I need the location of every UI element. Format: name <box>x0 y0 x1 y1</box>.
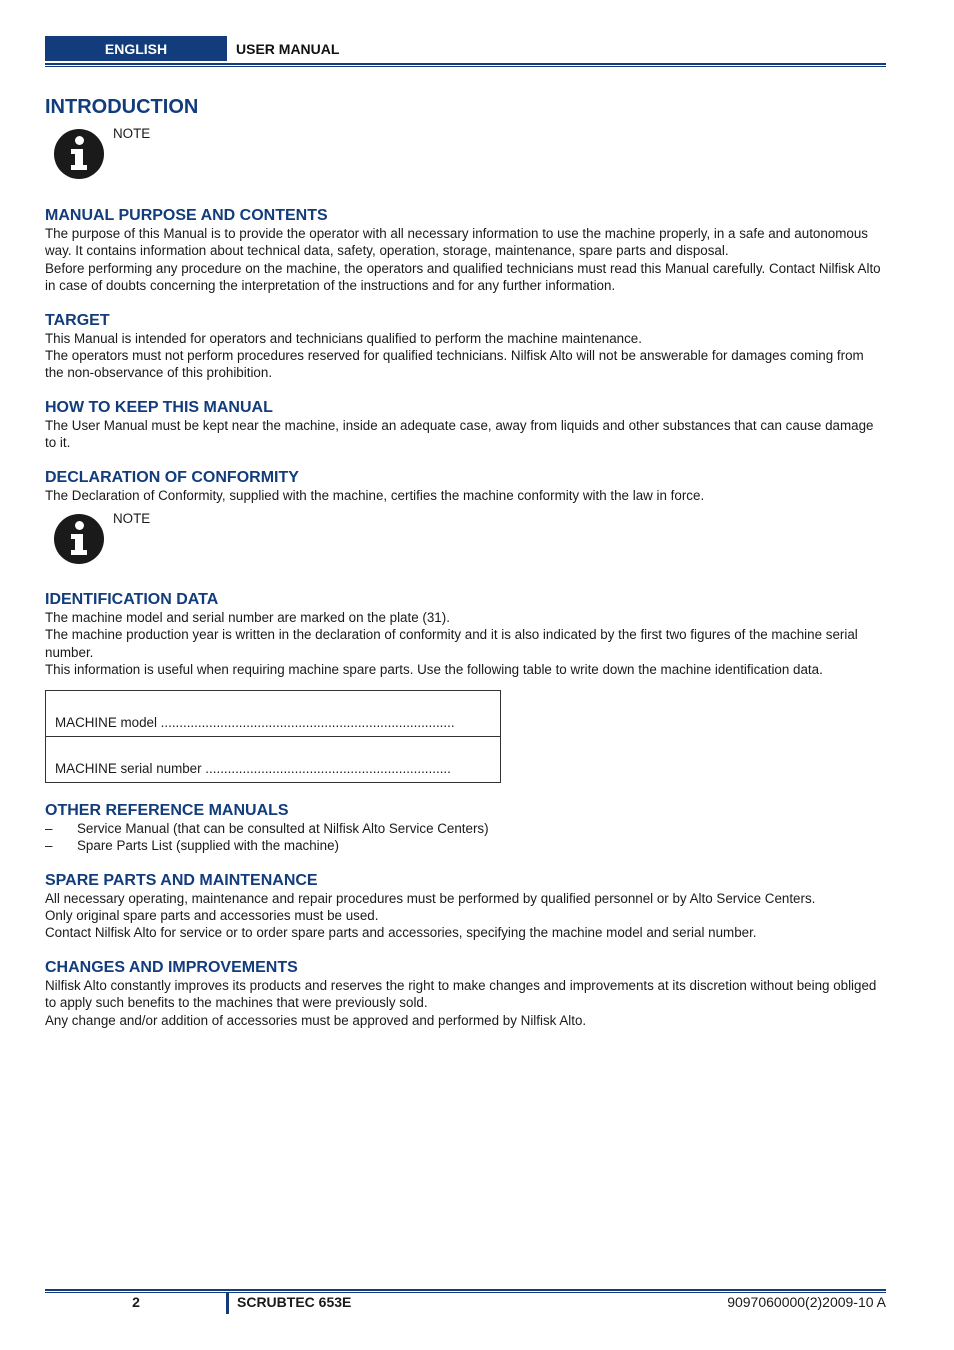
paragraph: The operators must not perform procedures reserved for qualified technicians. Nilfisk Alto will not be answerable for damages coming from the non-observance of this prohibition. <box>45 348 864 381</box>
paragraph: The purpose of this Manual is to provide the operator with all necessary information to use the machine properly, in a safe and autonomous way. It contains information about technical data, safety, operation, storage, maintenance, spare parts and disposal. <box>45 226 868 259</box>
paragraph: Nilfisk Alto constantly improves its products and reserves the right to make changes and improvements at its discretion without being obliged to apply such benefits to the machines that were previously sold. <box>45 977 877 1011</box>
list-item: – Spare Parts List (supplied with the machine) <box>45 837 886 854</box>
page <box>45 0 886 1350</box>
section-target <box>45 311 886 382</box>
footer-rule-thin <box>45 1292 886 1293</box>
section-changes <box>45 958 886 1029</box>
document-code: 9097060000(2)2009-10 A <box>727 1294 886 1310</box>
section-heading: OTHER REFERENCE MANUALS <box>45 801 289 819</box>
main-content <box>45 206 886 1029</box>
paragraph: Contact Nilfisk Alto for service or to order spare parts and accessories, specifying the machine model and serial number. <box>45 925 757 941</box>
note-label: NOTE <box>113 126 151 141</box>
footer-separator <box>226 1292 229 1314</box>
table-row <box>46 736 500 782</box>
paragraph: The User Manual must be kept near the machine, inside an adequate case, away from liquids and other substances that can cause damage to it. <box>45 417 874 451</box>
paragraph: This Manual is intended for operators and technicians qualified to perform the machine maintenance. <box>45 330 642 346</box>
section-spare-parts <box>45 871 886 942</box>
paragraph: The Declaration of Conformity, supplied with the machine, certifies the machine conformity with the law in force. <box>45 487 705 503</box>
paragraph: The machine production year is written in the declaration of conformity and it is also indicated by the first two figures of the machine serial number. <box>45 627 858 660</box>
section-heading: DECLARATION OF CONFORMITY <box>45 468 299 486</box>
identification-table <box>45 690 501 783</box>
section-heading: SPARE PARTS AND MAINTENANCE <box>45 871 318 889</box>
section-heading: IDENTIFICATION DATA <box>45 591 219 609</box>
paragraph: Any change and/or addition of accessories must be approved and performed by Nilfisk Alto. <box>45 1012 587 1028</box>
section-keep-manual <box>45 398 886 452</box>
section-heading: HOW TO KEEP THIS MANUAL <box>45 398 273 416</box>
info-icon <box>54 129 104 179</box>
paragraph: This information is useful when requiring machine spare parts. Use the following table to write down the machine identification data. <box>45 662 823 678</box>
reference-list <box>45 820 886 855</box>
paragraph: The machine model and serial number are marked on the plate (31). <box>45 610 450 626</box>
section-conformity <box>45 468 886 504</box>
paragraph: Before performing any procedure on the machine, the operators and qualified technicians must read this Manual carefully. Contact Nilfisk Alto in case of doubts concerning the interpretation of the instructions and for any further information. <box>45 260 881 294</box>
section-heading: TARGET <box>45 311 110 329</box>
machine-model-field: MACHINE model ............................................................................... <box>55 714 455 730</box>
paragraph: Only original spare parts and accessories must be used. <box>45 907 379 923</box>
page-number: 2 <box>132 1294 140 1310</box>
note-label: NOTE <box>113 511 151 527</box>
header-rule <box>45 63 886 65</box>
note-block <box>45 510 886 590</box>
paragraph: All necessary operating, maintenance and repair procedures must be performed by qualified personnel or by Alto Service Centers. <box>45 890 816 906</box>
note-block <box>45 125 345 203</box>
language-tab: ENGLISH <box>45 36 227 61</box>
page-header <box>45 36 886 68</box>
table-row <box>46 691 500 736</box>
model-name: SCRUBTEC 653E <box>237 1294 352 1310</box>
info-icon <box>54 514 104 564</box>
section-heading: MANUAL PURPOSE AND CONTENTS <box>45 207 328 224</box>
footer-rule <box>45 1289 886 1291</box>
machine-serial-field: MACHINE serial number .................................................................. <box>55 760 451 776</box>
section-other-manuals <box>45 801 886 855</box>
doc-type-label: USER MANUAL <box>236 40 340 57</box>
section-heading: CHANGES AND IMPROVEMENTS <box>45 958 298 976</box>
section-identification <box>45 590 886 783</box>
list-item: – Service Manual (that can be consulted at Nilfisk Alto Service Centers) <box>45 820 886 837</box>
page-title: INTRODUCTION <box>45 96 199 118</box>
header-rule-thin <box>45 66 886 67</box>
section-purpose <box>45 206 886 295</box>
page-footer <box>45 1289 886 1317</box>
